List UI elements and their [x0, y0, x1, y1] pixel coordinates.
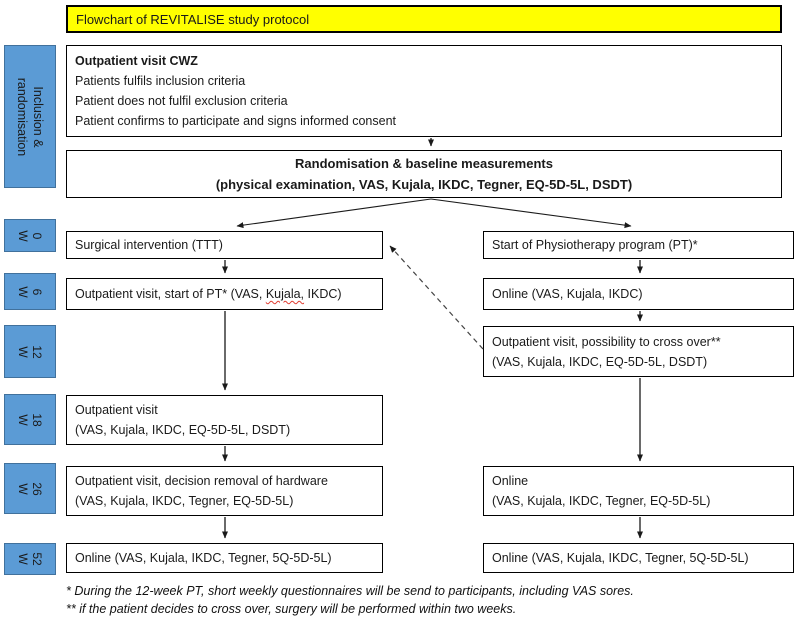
- arrow-crossover-dashed: [390, 246, 483, 349]
- box-online-week26: Online (VAS, Kujala, IKDC, Tegner, EQ-5D-5L): [483, 466, 794, 516]
- arrow-randomisation-to-physiotherapy: [431, 199, 631, 226]
- box-cwz-line: Patient does not fulfil exclusion criteria: [75, 94, 288, 108]
- timeline-week-0: 0 W: [4, 219, 56, 252]
- timeline-week-18: 18 W: [4, 394, 56, 445]
- box-start-physiotherapy: Start of Physiotherapy program (PT)*: [483, 231, 794, 259]
- box-online-week6: Online (VAS, Kujala, IKDC): [483, 278, 794, 310]
- timeline-week-52: 52 W: [4, 543, 56, 575]
- timeline-inclusion-randomisation: [4, 45, 56, 188]
- box-online-week52-left: Online (VAS, Kujala, IKDC, Tegner, 5Q-5D-5L): [66, 543, 383, 573]
- box-hardware-removal-decision: Outpatient visit, decision removal of hardware (VAS, Kujala, IKDC, Tegner, EQ-5D-5L): [66, 466, 383, 516]
- box-randomisation-baseline: Randomisation & baseline measurements (physical examination, VAS, Kujala, IKDC, Tegner, EQ-5D-5L, DSDT): [66, 150, 782, 198]
- box-crossover-visit: Outpatient visit, possibility to cross over** (VAS, Kujala, IKDC, EQ-5D-5L, DSDT): [483, 326, 794, 377]
- timeline-week-12: 12 W: [4, 325, 56, 378]
- box-outpatient-start-pt: Outpatient visit, start of PT* (VAS, Kujala, IKDC): [66, 278, 383, 310]
- timeline-week-26: 26 W: [4, 463, 56, 514]
- box-online-week52-right: Online (VAS, Kujala, IKDC, Tegner, 5Q-5D-5L): [483, 543, 794, 573]
- title-banner-text: Flowchart of REVITALISE study protocol: [76, 11, 310, 27]
- box-outpatient-visit-cwz: [66, 45, 782, 137]
- timeline-week-6: 6 W: [4, 273, 56, 310]
- title-banner: [66, 5, 782, 33]
- arrow-randomisation-to-surgery: [237, 199, 431, 226]
- box-cwz-line: Patient confirms to participate and signs informed consent: [75, 114, 397, 128]
- box-surgical-intervention: Surgical intervention (TTT): [66, 231, 383, 259]
- footnote-crossover-surgery: ** if the patient decides to cross over, surgery will be performed within two weeks.: [66, 602, 517, 616]
- box-outpatient-week18: Outpatient visit (VAS, Kujala, IKDC, EQ-5D-5L, DSDT): [66, 395, 383, 445]
- misspelled-word: Kujala,: [265, 287, 305, 301]
- footnote-weekly-questionnaires: * During the 12-week PT, short weekly questionnaires will be send to participants, including VAS sores.: [66, 584, 634, 598]
- timeline-inclusion-label: Inclusion & randomisation: [15, 77, 45, 156]
- box-cwz-line: Patients fulfils inclusion criteria: [75, 74, 246, 88]
- box-cwz-title: Outpatient visit CWZ: [75, 54, 198, 68]
